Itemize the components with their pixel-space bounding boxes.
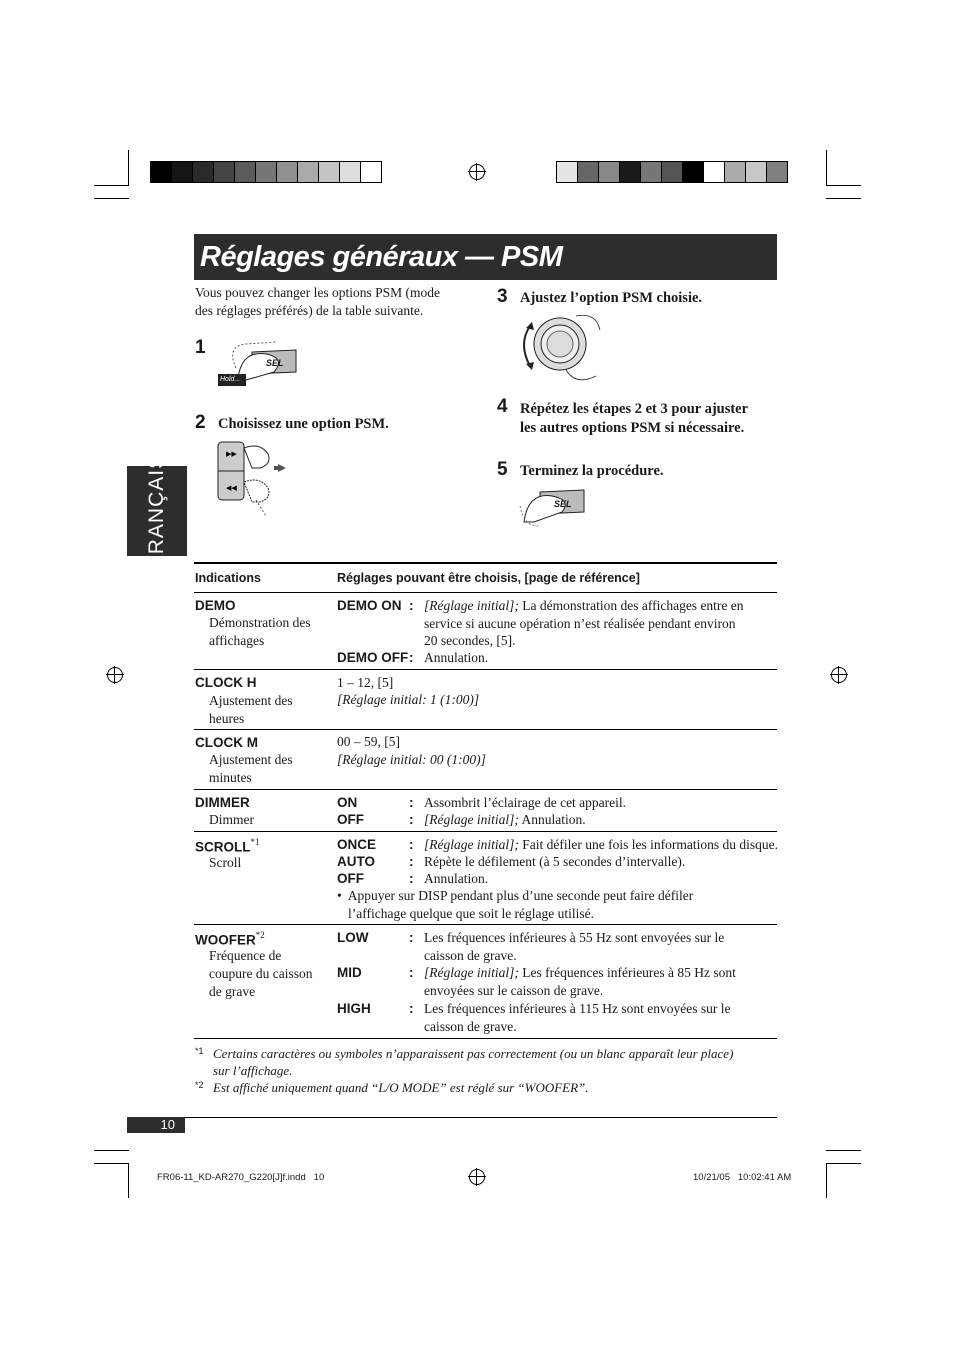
step-2-text: Choisissez une option PSM. xyxy=(218,416,389,432)
option-scroll-auto: AUTO xyxy=(337,854,376,869)
step-3-text: Ajustez l’option PSM choisie. xyxy=(520,290,703,306)
svg-text:▶▶: ▶▶ xyxy=(226,451,237,458)
crop-mark xyxy=(826,150,827,185)
clock-m-initial: [Réglage initial: 00 (1:00)] xyxy=(337,752,486,767)
option-dimmer-on: ON xyxy=(337,795,358,810)
skip-buttons-illustration xyxy=(216,438,296,518)
option-scroll-once-desc: [Réglage initial]; Fait défiler une fois les informations du disque. xyxy=(424,837,778,852)
footer-file-info: FR06-11_KD-AR270_G220[J]f.indd 10 xyxy=(157,1172,325,1183)
table-top-rule xyxy=(194,562,777,564)
registration-mark-icon xyxy=(469,1169,485,1185)
step-1-number: 1 xyxy=(195,337,206,358)
crop-mark xyxy=(826,1150,861,1151)
crop-mark xyxy=(128,150,129,185)
option-scroll-off: OFF xyxy=(337,871,364,886)
footnote-1: *1 Certains caractères ou symboles n’apparaissent pas correctement (ou un blanc apparaît leur place) sur l’affichage. xyxy=(195,1046,734,1078)
crop-mark xyxy=(128,1163,129,1198)
option-dimmer-off: OFF xyxy=(337,812,364,827)
row-divider xyxy=(194,729,777,730)
option-woofer-high-desc: Les fréquences inférieures à 115 Hz sont envoyées sur le caisson de grave. xyxy=(424,1001,731,1034)
page-number: 10 xyxy=(127,1117,185,1133)
clock-h-initial: [Réglage initial: 1 (1:00)] xyxy=(337,692,480,707)
step-4-text: Répétez les étapes 2 et 3 pour ajuster les autres options PSM si nécessaire. xyxy=(520,401,749,436)
indication-scroll-desc: Scroll xyxy=(209,855,242,870)
option-woofer-mid-desc: [Réglage initial]; Les fréquences inférieures à 85 Hz sont envoyées sur le caisson de grave. xyxy=(424,965,736,998)
option-demo-on-desc: [Réglage initial]; La démonstration des affichages entre en service si aucune opération n’est réalisée pendant environ 20 secondes, [5]. xyxy=(424,598,744,648)
row-divider xyxy=(194,592,777,593)
color-bar-left xyxy=(150,161,381,184)
option-woofer-low: LOW xyxy=(337,930,369,945)
clock-m-range: 00 – 59, [5] xyxy=(337,734,400,749)
indication-demo: DEMO xyxy=(195,598,236,613)
step-3-number: 3 xyxy=(497,286,508,307)
color-bar-right xyxy=(556,161,787,184)
row-divider xyxy=(194,924,777,925)
option-demo-off: DEMO OFF xyxy=(337,650,409,665)
step-4-number: 4 xyxy=(497,396,508,417)
registration-mark-icon xyxy=(831,667,847,683)
indication-dimmer: DIMMER xyxy=(195,795,250,810)
hold-badge: Hold... xyxy=(220,376,241,383)
sel-label: SEL xyxy=(554,499,572,509)
indication-clock-m-desc: Ajustement des minutes xyxy=(209,752,293,785)
scroll-note: • Appuyer sur DISP pendant plus d’une seconde peut faire défiler l’affichage quelque que soit le réglage utilisé. xyxy=(337,888,694,921)
crop-mark xyxy=(826,185,861,186)
crop-mark xyxy=(826,198,861,199)
option-scroll-auto-desc: Répète le défilement (à 5 secondes d’intervalle). xyxy=(424,854,686,869)
crop-mark xyxy=(94,1150,129,1151)
option-scroll-once: ONCE xyxy=(337,837,377,852)
indication-clock-m: CLOCK M xyxy=(195,735,258,750)
indication-clock-h: CLOCK H xyxy=(195,675,257,690)
table-bottom-rule xyxy=(194,1038,777,1039)
row-divider xyxy=(194,831,777,832)
indication-scroll: SCROLL$^{*1}$ xyxy=(195,837,260,855)
indication-demo-desc: Démonstration des affichages xyxy=(209,615,311,648)
option-dimmer-on-desc: Assombrit l’éclairage de cet appareil. xyxy=(424,795,627,810)
indication-clock-h-desc: Ajustement des heures xyxy=(209,693,293,726)
step-2-number: 2 xyxy=(195,412,206,433)
option-demo-off-desc: Annulation. xyxy=(424,650,489,665)
step-5-number: 5 xyxy=(497,459,508,480)
option-woofer-high: HIGH xyxy=(337,1001,371,1016)
registration-mark-icon xyxy=(469,164,485,180)
crop-mark xyxy=(94,185,129,186)
footnote-2: *2 Est affiché uniquement quand “L/O MODE” est réglé sur “WOOFER”. xyxy=(195,1080,589,1095)
crop-mark xyxy=(94,198,129,199)
row-divider xyxy=(194,789,777,790)
crop-mark xyxy=(94,1163,129,1164)
title-bar xyxy=(194,234,777,280)
option-dimmer-off-desc: [Réglage initial]; Annulation. xyxy=(424,812,586,827)
indication-dimmer-desc: Dimmer xyxy=(209,812,254,827)
crop-mark xyxy=(826,1163,861,1164)
page-title: Réglages généraux — PSM xyxy=(200,241,563,273)
control-dial-illustration xyxy=(516,310,608,388)
sel-button-hold-illustration xyxy=(216,338,300,390)
row-divider xyxy=(194,669,777,670)
page-bottom-rule xyxy=(127,1117,777,1118)
option-woofer-mid: MID xyxy=(337,965,362,980)
header-indications: Indications xyxy=(195,571,261,585)
intro-text: Vous pouvez changer les options PSM (mode des réglages préférés) de la table suivante. xyxy=(195,285,440,318)
option-woofer-low-desc: Les fréquences inférieures à 55 Hz sont envoyées sur le caisson de grave. xyxy=(424,930,725,963)
svg-text:◀◀: ◀◀ xyxy=(226,485,237,492)
header-settings: Réglages pouvant être choisis, [page de référence] xyxy=(337,571,640,585)
sel-button-illustration xyxy=(518,486,588,528)
indication-woofer: WOOFER$^{*2}$ xyxy=(195,930,265,948)
option-demo-on: DEMO ON xyxy=(337,598,402,613)
step-5-text: Terminez la procédure. xyxy=(520,463,664,479)
indication-woofer-desc: Fréquence de coupure du caisson de grave xyxy=(209,948,313,999)
option-scroll-off-desc: Annulation. xyxy=(424,871,489,886)
language-tab: FRANÇAIS xyxy=(127,466,187,556)
sel-label: SEL xyxy=(266,358,284,368)
footer-timestamp: 10/21/05 10:02:41 AM xyxy=(693,1172,792,1183)
crop-mark xyxy=(826,1163,827,1198)
registration-mark-icon xyxy=(107,667,123,683)
clock-h-range: 1 – 12, [5] xyxy=(337,675,394,690)
